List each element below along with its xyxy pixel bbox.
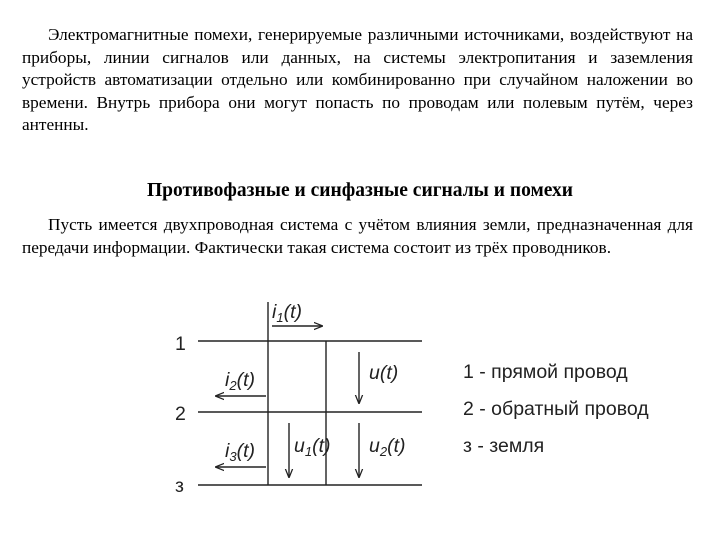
current-i2-label: $i_2(t)$ bbox=[225, 369, 255, 393]
system-paragraph: Пусть имеется двухпроводная система с учётом влияния земли, предназначенная для передачи информации. Фактически такая система состоит из трёх проводников. bbox=[22, 215, 693, 257]
wire-label-3: з bbox=[175, 475, 184, 497]
current-i3-label: $i_3(t)$ bbox=[225, 440, 255, 464]
voltage-u1-label: $u_1(t)$ bbox=[294, 435, 331, 459]
current-i1-label: $i_1(t)$ bbox=[272, 301, 302, 325]
wire-label-2: 2 bbox=[175, 403, 186, 425]
legend-item-2: 2 - обратный провод bbox=[463, 398, 649, 420]
voltage-u-label: u(t) bbox=[369, 362, 399, 384]
section-heading: Противофазные и синфазные сигналы и помехи bbox=[146, 180, 574, 201]
wire-label-1: 1 bbox=[175, 333, 186, 355]
voltage-u2-label: $u_2(t)$ bbox=[369, 435, 406, 459]
intro-paragraph: Электромагнитные помехи, генерируемые различными источниками, воздействуют на приборы, линии сигналов или данных, на системы электропитания и заземления устройств автоматизации отдельно или комбинированно при случайном наложении во времени. Внутрь прибора они могут попасть по проводам или полевым путём, через антенны. bbox=[22, 25, 693, 135]
legend-item-1: 1 - прямой провод bbox=[463, 361, 628, 383]
legend-item-3: з - земля bbox=[463, 435, 545, 457]
